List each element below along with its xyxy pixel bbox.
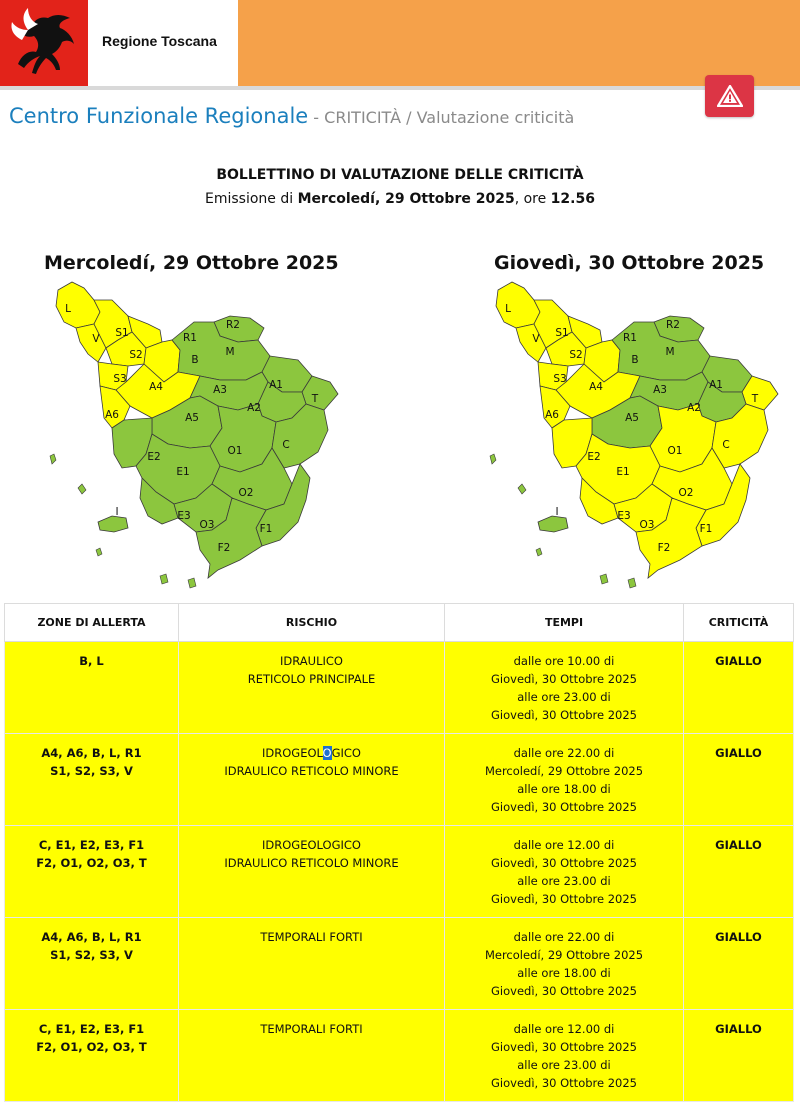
risk-line: RETICOLO PRINCIPALE <box>247 672 376 686</box>
map-zone-label-a4: A4 <box>589 381 603 393</box>
map-islet <box>490 454 496 464</box>
page-title <box>9 104 574 128</box>
header-zones: ZONE DI ALLERTA <box>5 604 179 642</box>
time-line: alle ore 18.00 di <box>517 966 611 980</box>
level-cell: GIALLO <box>684 826 794 918</box>
time-line: Giovedì, 30 Ottobre 2025 <box>491 708 637 722</box>
map-zone-label-s1: S1 <box>115 327 129 339</box>
map-zone-label-o1: O1 <box>667 445 683 457</box>
map-zone-label-a5: A5 <box>625 412 639 424</box>
risk-cell <box>179 918 445 1010</box>
map-zone-label-a2: A2 <box>247 402 261 414</box>
zones-line: S1, S2, S3, V <box>50 948 133 962</box>
time-line: Mercoledí, 29 Ottobre 2025 <box>484 948 644 962</box>
risk-line: IDRAULICO RETICOLO MINORE <box>224 764 399 778</box>
map-zone-label-e3: E3 <box>617 510 631 522</box>
map-islet <box>50 454 56 464</box>
map-zone-label-a3: A3 <box>213 384 227 396</box>
map-zone-label-m: M <box>225 346 235 358</box>
map-zone-label-e1: E1 <box>616 466 630 478</box>
page-title-separator: - <box>308 108 325 127</box>
map-zone-label-o2: O2 <box>238 487 254 499</box>
map-zone-label-t: T <box>311 393 319 405</box>
risk-cell <box>179 642 445 734</box>
map-zone-label-r1: R1 <box>623 332 637 344</box>
map-zone-label-a6: A6 <box>545 409 559 421</box>
time-line: alle ore 23.00 di <box>517 690 611 704</box>
zones-line: A4, A6, B, L, R1 <box>41 746 142 760</box>
times-cell <box>445 734 684 826</box>
page-title-main: Centro Funzionale Regionale <box>9 104 309 128</box>
map-zone-label-r2: R2 <box>666 319 680 331</box>
time-line: dalle ore 22.00 di <box>513 746 615 760</box>
risk-line: TEMPORALI FORTI <box>260 1022 363 1036</box>
zones-cell <box>5 1010 179 1102</box>
times-cell <box>445 826 684 918</box>
map-zone-label-r2: R2 <box>226 319 240 331</box>
map-zone-label-e2: E2 <box>587 451 601 463</box>
time-line: alle ore 18.00 di <box>517 782 611 796</box>
time-line: Giovedì, 30 Ottobre 2025 <box>491 984 637 998</box>
map-zone-i[interactable] <box>98 516 128 532</box>
breadcrumb: CRITICITÀ / Valutazione criticità <box>324 108 575 127</box>
map-islet <box>536 548 542 556</box>
map-zone-label-a1: A1 <box>269 379 283 391</box>
table-row <box>5 826 794 918</box>
time-line: Giovedì, 30 Ottobre 2025 <box>491 800 637 814</box>
map-zone-label-b: B <box>631 354 639 366</box>
header-band <box>238 0 800 86</box>
map-zone-label-r1: R1 <box>183 332 197 344</box>
map-zone-label-i: I <box>115 506 119 518</box>
map-zone-label-f1: F1 <box>259 523 273 535</box>
map-zone-label-a5: A5 <box>185 412 199 424</box>
map-zone-label-l: L <box>505 303 511 315</box>
map-zone-label-c: C <box>722 439 730 451</box>
risk-line: TEMPORALI FORTI <box>260 930 363 944</box>
time-line: Giovedì, 30 Ottobre 2025 <box>491 892 637 906</box>
map-zone-label-s2: S2 <box>129 349 143 361</box>
emission-date: Mercoledí, 29 Ottobre 2025 <box>297 191 515 207</box>
zones-line: F2, O1, O2, O3, T <box>36 856 147 870</box>
times-cell <box>445 918 684 1010</box>
map-zone-l[interactable] <box>496 282 540 328</box>
table-row <box>5 642 794 734</box>
map-zone-label-o3: O3 <box>639 519 655 531</box>
risk-cell <box>179 826 445 918</box>
header-level: CRITICITÀ <box>684 604 794 642</box>
map-zone-label-a4: A4 <box>149 381 163 393</box>
times-cell <box>445 1010 684 1102</box>
map-zone-label-o1: O1 <box>227 445 243 457</box>
map-islet <box>96 548 102 556</box>
risk-text-pre: IDROGEOL <box>262 746 323 760</box>
alert-button[interactable] <box>705 75 754 117</box>
time-line: Giovedì, 30 Ottobre 2025 <box>491 672 637 686</box>
header-divider <box>0 86 800 90</box>
time-line: dalle ore 10.00 di <box>513 654 615 668</box>
warning-triangle-icon <box>717 85 743 107</box>
emission-time: 12.56 <box>550 191 595 207</box>
risk-line: IDROGEOLOGICO <box>262 838 361 852</box>
time-line: dalle ore 22.00 di <box>513 930 615 944</box>
zones-line: F2, O1, O2, O3, T <box>36 1040 147 1054</box>
map-zone-label-f2: F2 <box>657 542 671 554</box>
level-cell: GIALLO <box>684 734 794 826</box>
map-zone-label-v: V <box>92 333 100 345</box>
regione-toscana-logo[interactable] <box>0 0 239 86</box>
level-cell: GIALLO <box>684 918 794 1010</box>
table-row <box>5 918 794 1010</box>
map-zone-label-o2: O2 <box>678 487 694 499</box>
times-cell <box>445 642 684 734</box>
time-line: Mercoledí, 29 Ottobre 2025 <box>484 764 644 778</box>
table-header-row <box>5 604 794 642</box>
map-zone-label-e3: E3 <box>177 510 191 522</box>
zones-cell <box>5 734 179 826</box>
risk-line: IDRAULICO <box>280 654 343 668</box>
map-zone-label-e2: E2 <box>147 451 161 463</box>
risk-text-post: GICO <box>331 746 361 760</box>
header-risk: RISCHIO <box>179 604 445 642</box>
map-zone-label-a1: A1 <box>709 379 723 391</box>
map-zone-l[interactable] <box>56 282 100 328</box>
zones-line: B, L <box>79 654 104 668</box>
level-cell: GIALLO <box>684 642 794 734</box>
map-zone-label-t: T <box>751 393 759 405</box>
risk-cell <box>179 734 445 826</box>
map-islet <box>518 484 526 494</box>
site-header <box>0 0 800 86</box>
emission-prefix: Emissione di <box>205 191 298 207</box>
map-zone-label-a3: A3 <box>653 384 667 396</box>
zones-cell <box>5 826 179 918</box>
map-zone-label-l: L <box>65 303 71 315</box>
map-title-day1: Mercoledí, 29 Ottobre 2025 <box>44 252 339 274</box>
emission-mid: , ore <box>514 191 551 207</box>
time-line: Giovedì, 30 Ottobre 2025 <box>491 856 637 870</box>
time-line: dalle ore 12.00 di <box>513 1022 615 1036</box>
time-line: alle ore 23.00 di <box>517 1058 611 1072</box>
table-row <box>5 1010 794 1102</box>
map-zone-label-f1: F1 <box>699 523 713 535</box>
time-line: alle ore 23.00 di <box>517 874 611 888</box>
bulletin-title: BOLLETTINO DI VALUTAZIONE DELLE CRITICITÀ <box>216 167 584 183</box>
pegasus-logo-icon <box>0 0 88 86</box>
zones-line: A4, A6, B, L, R1 <box>41 930 142 944</box>
logo-text: Regione Toscana <box>102 33 217 49</box>
header-times: TEMPI <box>445 604 684 642</box>
tuscany-zone-map <box>480 278 780 593</box>
map-islet <box>78 484 86 494</box>
zones-cell <box>5 642 179 734</box>
time-line: dalle ore 12.00 di <box>513 838 615 852</box>
map-zone-label-m: M <box>665 346 675 358</box>
zones-line: C, E1, E2, E3, F1 <box>38 1022 145 1036</box>
map-zone-label-o3: O3 <box>199 519 215 531</box>
map-zone-label-a2: A2 <box>687 402 701 414</box>
tuscany-zone-map <box>40 278 340 593</box>
map-zone-label-f2: F2 <box>217 542 231 554</box>
map-zone-label-s2: S2 <box>569 349 583 361</box>
map-zone-label-s3: S3 <box>553 373 567 385</box>
map-title-day2: Giovedì, 30 Ottobre 2025 <box>494 252 765 274</box>
zones-line: C, E1, E2, E3, F1 <box>38 838 145 852</box>
map-zone-i[interactable] <box>538 516 568 532</box>
level-cell: GIALLO <box>684 1010 794 1102</box>
table-row <box>5 734 794 826</box>
alert-table <box>4 603 794 1102</box>
map-zone-label-i: I <box>555 506 559 518</box>
risk-line: IDRAULICO RETICOLO MINORE <box>224 856 399 870</box>
risk-cell <box>179 1010 445 1102</box>
map-islet <box>600 574 608 584</box>
map-zone-label-b: B <box>191 354 199 366</box>
risk-line <box>183 744 440 762</box>
map-zone-label-a6: A6 <box>105 409 119 421</box>
map-zone-label-s1: S1 <box>555 327 569 339</box>
map-zone-label-e1: E1 <box>176 466 190 478</box>
map-day2 <box>480 278 780 593</box>
map-islet <box>628 578 636 588</box>
bulletin-emission <box>0 191 800 207</box>
map-zone-label-v: V <box>532 333 540 345</box>
map-islet <box>188 578 196 588</box>
zones-cell <box>5 918 179 1010</box>
map-zone-label-c: C <box>282 439 290 451</box>
map-day1 <box>40 278 340 593</box>
zones-line: S1, S2, S3, V <box>50 764 133 778</box>
time-line: Giovedì, 30 Ottobre 2025 <box>491 1040 637 1054</box>
text-selection: O <box>322 746 332 760</box>
map-zone-label-s3: S3 <box>113 373 127 385</box>
time-line: Giovedì, 30 Ottobre 2025 <box>491 1076 637 1090</box>
map-islet <box>160 574 168 584</box>
